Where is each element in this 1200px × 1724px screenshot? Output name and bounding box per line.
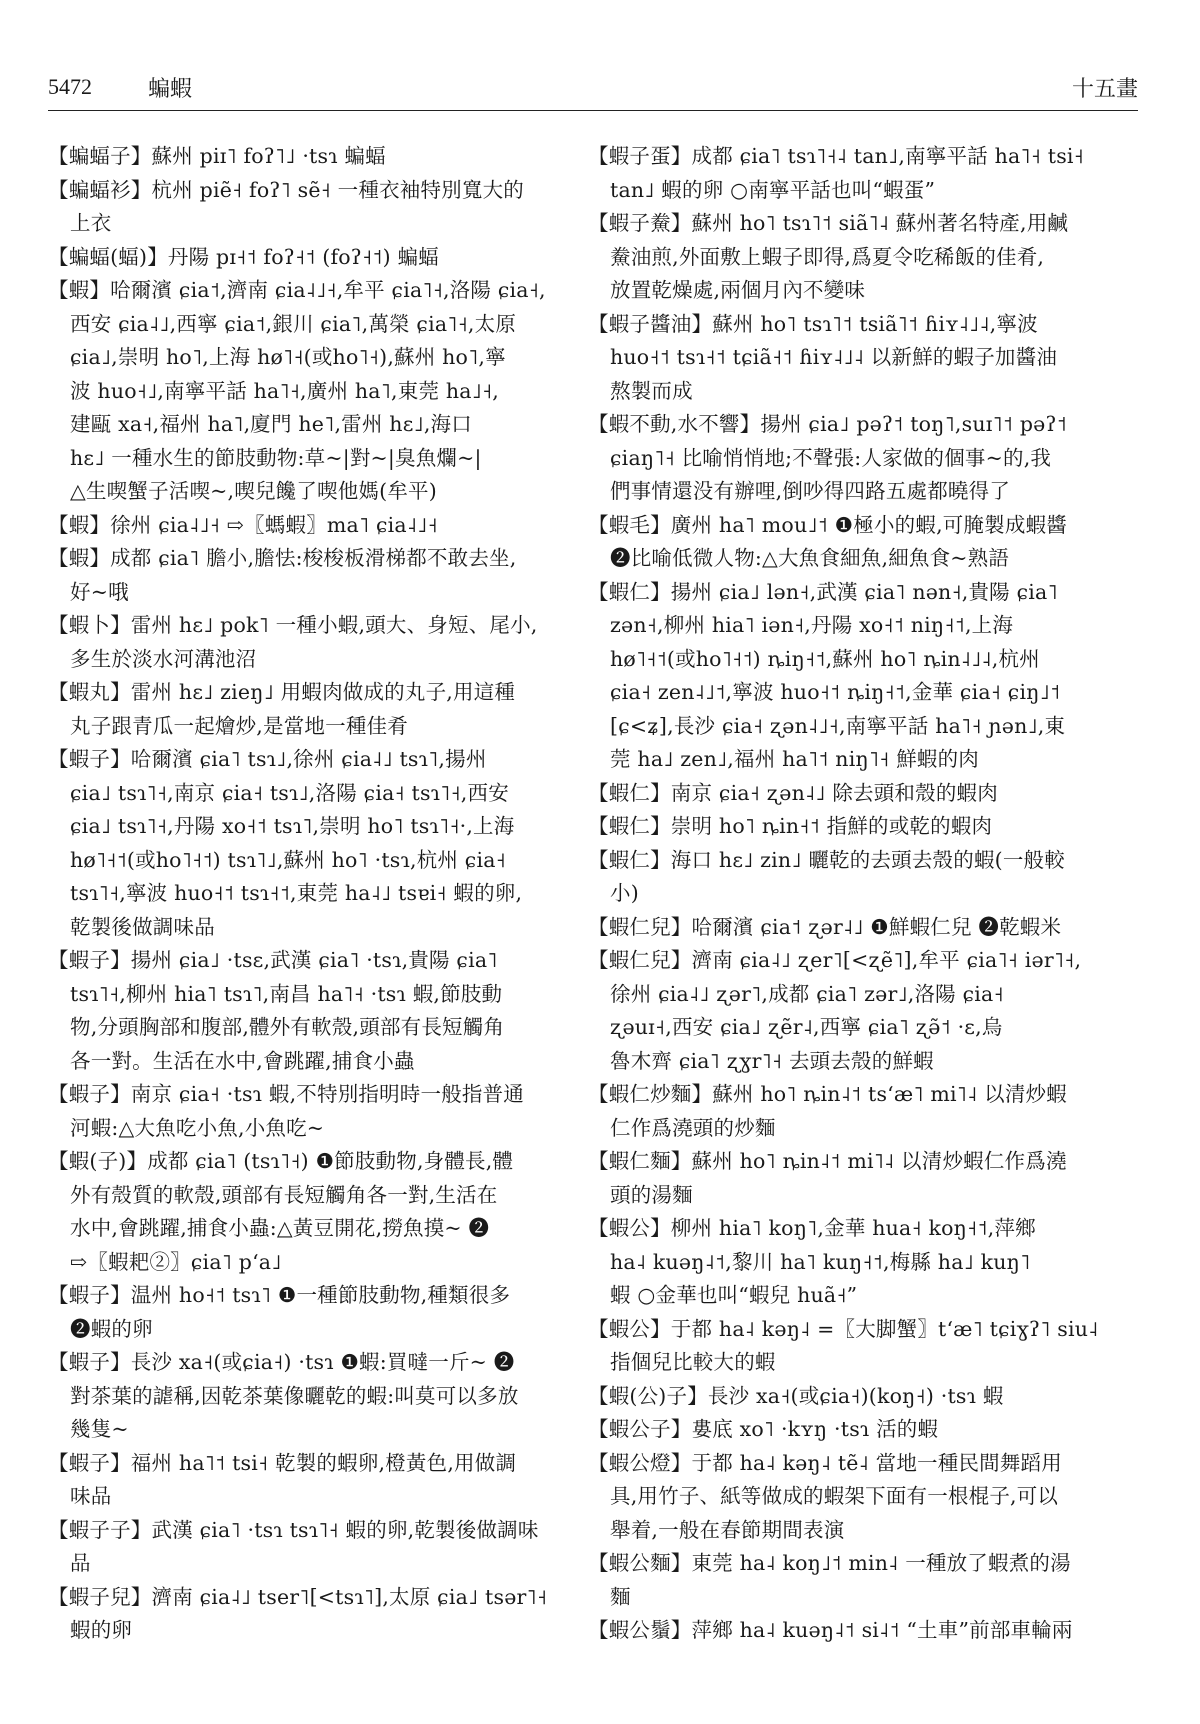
entry-continuation-line: 味品 bbox=[70, 1484, 112, 1508]
entry-continuation-line: 徐州 ɕia˨˩ ʐər˥,成都 ɕia˥ zər˩,洛陽 ɕia˧ bbox=[610, 981, 1004, 1006]
entry-continuation-line: ɕiaŋ˥˧ 比喻悄悄地;不聲張:人家做的個事~的,我 bbox=[610, 445, 1052, 470]
entry-continuation-line: ❷比喻低微人物:△大魚食細魚,細魚食~熟語 bbox=[610, 546, 1010, 570]
entry-continuation-line: tsɿ˥˧,柳州 hia˥ tsɿ˥,南昌 ha˥˧ ·tsɿ 蝦,節肢動 bbox=[70, 981, 503, 1006]
entry-headword-line: 【蝦公麵】東莞 ha˨ koŋ˩˦ min˨ 一種放了蝦煮的湯 bbox=[588, 1551, 1071, 1575]
entry-continuation-line: 放置乾燥處,兩個月內不變味 bbox=[610, 278, 866, 302]
entry-headword-line: 【蝙蝠子】蘇州 piɪ˥ foʔ˥˩ ·tsɿ 蝙蝠 bbox=[48, 144, 386, 168]
entry-continuation-line: 蝦的卵 bbox=[70, 1618, 133, 1642]
entry-headword-line: 【蝦仁炒麵】蘇州 ho˥ ȵin˨˦ tsʻæ˥ mi˥˨ 以清炒蝦 bbox=[588, 1082, 1067, 1106]
left-column bbox=[48, 140, 576, 1648]
entry-continuation-line: ⇨〖蝦耙②〗ɕia˥ pʻa˩ bbox=[70, 1249, 282, 1274]
entry-continuation-line: 熬製而成 bbox=[610, 378, 693, 403]
entry-continuation-line: 指個兒比較大的蝦 bbox=[610, 1350, 776, 1374]
entry-continuation-line: 具,用竹子、紙等做成的蝦架下面有一根棍子,可以 bbox=[610, 1484, 1059, 1508]
entry-continuation-line: 對茶葉的謔稱,因乾茶葉像曬乾的蝦:叫莫可以多放 bbox=[70, 1383, 519, 1408]
entry-headword-line: 【蝦公鬚】萍鄉 ha˨ kuəŋ˨˦ si˨˦ “土車”前部車輪兩 bbox=[588, 1618, 1073, 1642]
entry-headword-line: 【蝦子】長沙 xa˧(或ɕia˧) ·tsɿ ❶蝦:買噠一斤~ ❷ bbox=[48, 1350, 515, 1374]
entry-continuation-line: 小) bbox=[610, 881, 639, 905]
entry-headword-line: 【蝦毛】廣州 ha˥ mou˩˦ ❶極小的蝦,可腌製成蝦醬 bbox=[588, 512, 1067, 537]
page-number: 5472 bbox=[48, 74, 92, 99]
entry-continuation-line: hø˥˧˦(或ho˥˧˦) ȵiŋ˧˦,蘇州 ho˥ ȵin˨˩˨,杭州 bbox=[610, 646, 1040, 671]
entry-headword-line: 【蝦仁】海口 hɛ˩ zin˩ 曬乾的去頭去殼的蝦(一般較 bbox=[588, 847, 1065, 872]
header-rule bbox=[48, 110, 1138, 111]
entry-continuation-line: 丸子跟青瓜一起燴炒,是當地一種佳肴 bbox=[70, 713, 408, 738]
entry-headword-line: 【蝦仁兒】哈爾濱 ɕia˦ ʐər˨˩ ❶鮮蝦仁兒 ❷乾蝦米 bbox=[588, 914, 1062, 939]
entry-headword-line: 【蝦子兒】濟南 ɕia˨˩ tser˥[<tsɿ˥],太原 ɕia˩ tsər˥˧ bbox=[48, 1584, 548, 1609]
entry-headword-line: 【蝦公】柳州 hia˥ koŋ˥,金華 hua˧ koŋ˧˦,萍鄉 bbox=[588, 1216, 1036, 1240]
running-title: 蝙蝦 bbox=[148, 77, 193, 102]
entry-continuation-line: tan˩ 蝦的卵 ○南寧平話也叫“蝦蛋” bbox=[610, 177, 936, 202]
entry-headword-line: 【蝦子】南京 ɕia˧ ·tsɿ 蝦,不特別指明時一般指普通 bbox=[48, 1082, 524, 1106]
entry-headword-line: 【蝦不動,水不響】揚州 ɕia˩ pəʔ˦ toŋ˥,suɪ˥˦ pəʔ˦ bbox=[588, 412, 1067, 436]
entry-continuation-line: 仁作爲澆頭的炒麵 bbox=[610, 1115, 776, 1140]
entry-continuation-line: ɕia˩,崇明 ho˥,上海 hø˥˧(或ho˥˧),蘇州 ho˥,寧 bbox=[70, 345, 506, 369]
entry-headword-line: 【蝦公燈】于都 ha˨ kəŋ˨ tẽ˨ 當地一種民間舞蹈用 bbox=[588, 1450, 1062, 1475]
entry-headword-line: 【蝦(公)子】長沙 xa˧(或ɕia˧)(koŋ˧) ·tsɿ 蝦 bbox=[588, 1383, 1004, 1408]
entry-continuation-line: ha˨ kuəŋ˨˦,黎川 ha˥ kuŋ˧˦,梅縣 ha˩ kuŋ˥ bbox=[610, 1249, 1031, 1274]
entry-headword-line: 【蝦仁兒】濟南 ɕia˨˩ ʐer˥[<ʐẽ˥],牟平 ɕia˥˧ iər˥˧, bbox=[588, 948, 1082, 972]
entry-continuation-line: huo˧˦ tsɿ˧˦ tɕiã˧˦ ɦiʏ˨˩˨ 以新鮮的蝦子加醬油 bbox=[610, 345, 1058, 369]
entry-continuation-line: 乾製後做調味品 bbox=[70, 914, 215, 939]
entry-headword-line: 【蝦子】哈爾濱 ɕia˥ tsɿ˩,徐州 ɕia˨˩ tsɿ˥,揚州 bbox=[48, 747, 487, 771]
entry-headword-line: 【蝦子蛋】成都 ɕia˥ tsɿ˥˧˨ tan˩,南寧平話 ha˥˧ tsi˧ bbox=[588, 144, 1084, 168]
entry-continuation-line: 河蝦:△大魚吃小魚,小魚吃~ bbox=[70, 1115, 325, 1140]
right-column bbox=[588, 140, 1116, 1648]
entry-continuation-line: ❷蝦的卵 bbox=[70, 1316, 153, 1341]
entry-continuation-line: 麵 bbox=[610, 1584, 631, 1609]
entry-continuation-line: 波 huo˧˩,南寧平話 ha˥˧,廣州 ha˥,東莞 ha˩˧, bbox=[70, 378, 500, 403]
entry-continuation-line: △生喫蟹子活喫~,喫兒饞了喫他媽(牟平) bbox=[70, 479, 437, 503]
entry-continuation-line: ɕia˧ zen˨˩˦,寧波 huo˧˦ ȵiŋ˧˦,金華 ɕia˧ ɕiŋ˩˦ bbox=[610, 680, 1061, 704]
entry-continuation-line: 蝦 ○金華也叫“蝦兒 huã˧” bbox=[610, 1283, 858, 1307]
entry-continuation-line: 鮝油煎,外面敷上蝦子即得,爲夏令吃稀飯的佳肴, bbox=[610, 244, 1045, 269]
entry-continuation-line: 頭的湯麵 bbox=[610, 1182, 693, 1207]
entry-continuation-line: 水中,會跳躍,捕食小蟲:△黃豆開花,撈魚摸~ ❷ bbox=[70, 1216, 490, 1240]
entry-headword-line: 【蝦仁】崇明 ho˥ ȵin˧˦ 指鮮的或乾的蝦肉 bbox=[588, 814, 993, 838]
stroke-section: 十五畫 bbox=[1071, 77, 1138, 102]
entry-headword-line: 【蝦子子】武漢 ɕia˥ ·tsɿ tsɿ˥˧ 蝦的卵,乾製後做調味 bbox=[48, 1517, 539, 1542]
entry-headword-line: 【蝦子】揚州 ɕia˩ ·tsɛ,武漢 ɕia˥ ·tsɿ,貴陽 ɕia˥ bbox=[48, 948, 498, 972]
entry-continuation-line: 上衣 bbox=[70, 211, 112, 235]
entry-headword-line: 【蝦子】福州 ha˥˦ tsi˧ 乾製的蝦卵,橙黃色,用做調 bbox=[48, 1450, 517, 1475]
entry-continuation-line: ɕia˩ tsɿ˥˧,南京 ɕia˧ tsɿ˩,洛陽 ɕia˧ tsɿ˥˧,西安 bbox=[70, 780, 509, 805]
entry-continuation-line: 舉着,一般在春節期間表演 bbox=[610, 1517, 845, 1542]
entry-headword-line: 【蝦】成都 ɕia˥ 膽小,膽怯:梭梭板滑梯都不敢去坐, bbox=[48, 546, 517, 570]
entry-continuation-line: 品 bbox=[70, 1551, 91, 1575]
entry-headword-line: 【蝦子醬油】蘇州 ho˥ tsɿ˥˦ tsiã˥˦ ɦiʏ˨˩˨,寧波 bbox=[588, 311, 1038, 336]
entry-continuation-line: 魯木齊 ɕia˥ ʐɣr˥˧ 去頭去殼的鮮蝦 bbox=[610, 1048, 934, 1073]
entry-headword-line: 【蝦仁麵】蘇州 ho˥ ȵin˨˦ mi˥˨ 以清炒蝦仁作爲澆 bbox=[588, 1149, 1067, 1173]
entry-continuation-line: ʐəuɪ˧,西安 ɕia˩ ʐẽr˨,西寧 ɕia˥ ʐə̃˦ ·ɛ,烏 bbox=[610, 1015, 1003, 1039]
entry-continuation-line: tsɿ˥˧,寧波 huo˧˦ tsɿ˧˦,東莞 ha˨˩ tsɐi˧ 蝦的卵, bbox=[70, 881, 523, 905]
entry-continuation-line: 幾隻~ bbox=[70, 1417, 129, 1441]
entry-headword-line: 【蝙蝠(蝠)】丹陽 pɪ˧˦ foʔ˧˦ (foʔ˧˦) 蝙蝠 bbox=[48, 244, 439, 269]
entry-continuation-line: 西安 ɕia˨˩,西寧 ɕia˦,銀川 ɕia˥,萬榮 ɕia˥˧,太原 bbox=[70, 311, 517, 336]
entry-continuation-line: [ɕ<ʑ],長沙 ɕia˧ ʐən˨˩˧,南寧平話 ha˥˧ ɲən˩,東 bbox=[610, 713, 1066, 738]
entry-headword-line: 【蝦卜】雷州 hɛ˩ pok˥ 一種小蝦,頭大、身短、尾小, bbox=[48, 613, 538, 637]
entry-headword-line: 【蝦公子】婁底 xo˥ ·kʏŋ ·tsɿ 活的蝦 bbox=[588, 1417, 939, 1441]
entry-continuation-line: 好~哦 bbox=[70, 579, 129, 604]
entry-continuation-line: 各一對。生活在水中,會跳躍,捕食小蟲 bbox=[70, 1048, 415, 1073]
entry-continuation-line: hɛ˩ 一種水生的節肢動物:草~|對~|臭魚爛~| bbox=[70, 445, 482, 470]
entry-headword-line: 【蝦公】于都 ha˨ kəŋ˨ =〖大脚蟹〗tʻæ˥ tɕiɣʔ˥ siu˨ bbox=[588, 1316, 1099, 1341]
entry-headword-line: 【蝦仁】揚州 ɕia˩ lən˧,武漢 ɕia˥ nən˧,貴陽 ɕia˥ bbox=[588, 579, 1058, 604]
entry-headword-line: 【蝦子鮝】蘇州 ho˥ tsɿ˥˦ siã˥˨ 蘇州著名特產,用鹹 bbox=[588, 211, 1069, 235]
entry-continuation-line: zən˧,柳州 hia˥ iən˧,丹陽 xo˧˦ niŋ˧˦,上海 bbox=[610, 613, 1014, 637]
entry-headword-line: 【蝦(子)】成都 ɕia˥ (tsɿ˥˧) ❶節肢動物,身體長,體 bbox=[48, 1149, 514, 1173]
entry-headword-line: 【蝦】徐州 ɕia˨˩˧ ⇨〖螞蝦〗ma˥ ɕia˨˩˧ bbox=[48, 512, 438, 537]
page-header bbox=[48, 70, 1138, 106]
entry-continuation-line: 物,分頭胸部和腹部,體外有軟殼,頭部有長短觸角 bbox=[70, 1015, 505, 1039]
entry-continuation-line: 多生於淡水河溝池沼 bbox=[70, 646, 257, 671]
entry-headword-line: 【蝦】哈爾濱 ɕia˦,濟南 ɕia˨˩˧,牟平 ɕia˥˧,洛陽 ɕia˧, bbox=[48, 278, 546, 302]
entry-headword-line: 【蝦丸】雷州 hɛ˩ zieŋ˩ 用蝦肉做成的丸子,用這種 bbox=[48, 680, 516, 704]
entry-continuation-line: hø˥˧˦(或ho˥˧˦) tsɿ˥˩,蘇州 ho˥ ·tsɿ,杭州 ɕia˧ bbox=[70, 847, 506, 872]
entry-continuation-line: 建甌 xa˧,福州 ha˥,廈門 he˥,雷州 hɛ˩,海口 bbox=[70, 412, 472, 436]
entry-headword-line: 【蝙蝠衫】杭州 piẽ˧ foʔ˥ sẽ˧ 一種衣袖特別寬大的 bbox=[48, 177, 524, 202]
entry-continuation-line: 們事情還没有辦哩,倒吵得四路五處都曉得了 bbox=[610, 479, 1011, 503]
entry-continuation-line: ɕia˩ tsɿ˥˧,丹陽 xo˧˦ tsɿ˥,崇明 ho˥ tsɿ˥˧·,上海 bbox=[70, 814, 515, 838]
entry-headword-line: 【蝦子】温州 ho˧˦ tsɿ˥ ❶一種節肢動物,種類很多 bbox=[48, 1283, 511, 1307]
entry-continuation-line: 外有殼質的軟殼,頭部有長短觸角各一對,生活在 bbox=[70, 1182, 498, 1207]
entry-continuation-line: 莞 ha˩ zen˩,福州 ha˥˦ niŋ˥˧ 鮮蝦的肉 bbox=[610, 747, 980, 771]
entry-headword-line: 【蝦仁】南京 ɕia˧ ʐən˨˩ 除去頭和殼的蝦肉 bbox=[588, 780, 998, 805]
